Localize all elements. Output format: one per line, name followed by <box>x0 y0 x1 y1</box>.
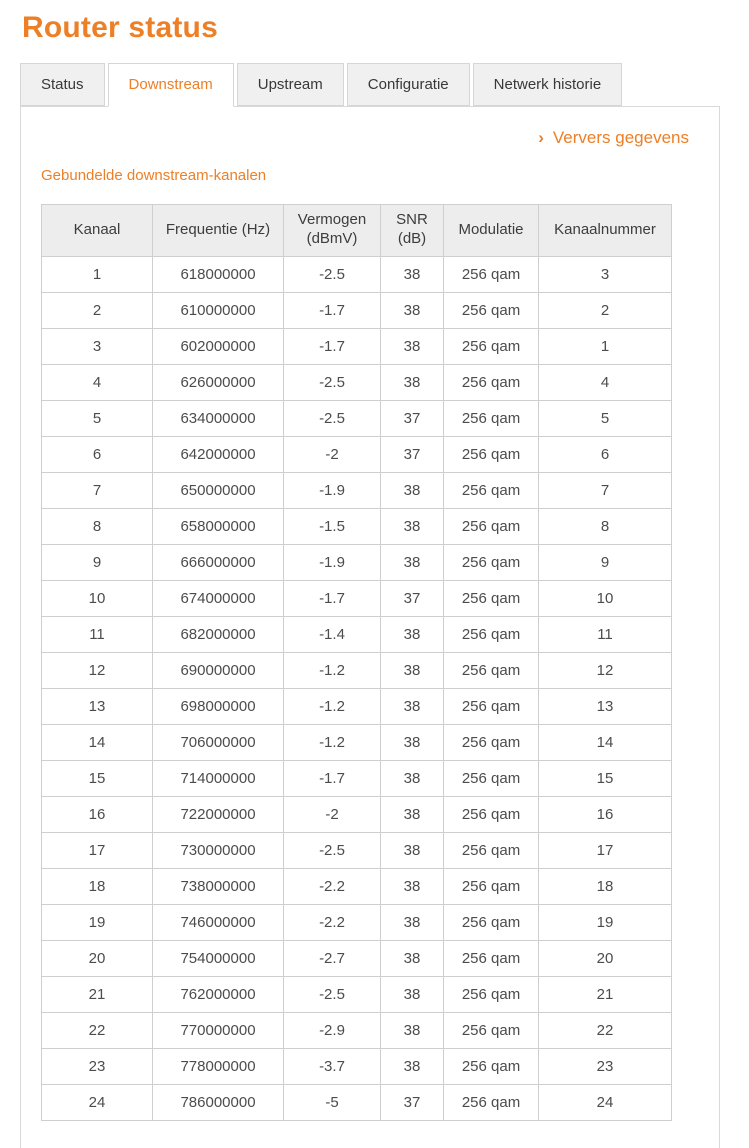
table-cell-vermogen-dbmv: -3.7 <box>284 1048 381 1084</box>
table-cell-snr-db: 38 <box>381 796 444 832</box>
table-cell-vermogen-dbmv: -1.7 <box>284 760 381 796</box>
table-cell-modulatie: 256 qam <box>444 904 539 940</box>
table-cell-vermogen-dbmv: -1.7 <box>284 292 381 328</box>
table-cell-frequentie-hz: 762000000 <box>153 976 284 1012</box>
table-cell-kanaalnummer: 19 <box>539 904 672 940</box>
table-cell-snr-db: 38 <box>381 508 444 544</box>
table-cell-frequentie-hz: 778000000 <box>153 1048 284 1084</box>
table-row <box>42 364 672 400</box>
table-row <box>42 1084 672 1120</box>
table-cell-kanaalnummer: 24 <box>539 1084 672 1120</box>
table-cell-modulatie: 256 qam <box>444 796 539 832</box>
table-cell-snr-db: 38 <box>381 256 444 292</box>
table-cell-snr-db: 38 <box>381 832 444 868</box>
column-header-frequentie-hz: Frequentie (Hz) <box>153 204 284 256</box>
table-cell-frequentie-hz: 602000000 <box>153 328 284 364</box>
table-cell-kanaal: 17 <box>42 832 153 868</box>
table-row <box>42 1012 672 1048</box>
table-cell-modulatie: 256 qam <box>444 832 539 868</box>
table-cell-kanaal: 6 <box>42 436 153 472</box>
table-cell-kanaalnummer: 21 <box>539 976 672 1012</box>
table-cell-kanaalnummer: 13 <box>539 688 672 724</box>
table-cell-frequentie-hz: 674000000 <box>153 580 284 616</box>
table-cell-kanaalnummer: 6 <box>539 436 672 472</box>
table-cell-kanaal: 9 <box>42 544 153 580</box>
page-title: Router status <box>22 11 218 44</box>
table-cell-vermogen-dbmv: -2.5 <box>284 400 381 436</box>
table-cell-frequentie-hz: 650000000 <box>153 472 284 508</box>
table-cell-modulatie: 256 qam <box>444 364 539 400</box>
tab-bar <box>20 63 749 106</box>
table-cell-frequentie-hz: 714000000 <box>153 760 284 796</box>
table-cell-snr-db: 38 <box>381 688 444 724</box>
table-cell-snr-db: 38 <box>381 292 444 328</box>
table-cell-vermogen-dbmv: -2.2 <box>284 868 381 904</box>
table-row <box>42 256 672 292</box>
table-cell-kanaalnummer: 10 <box>539 580 672 616</box>
table-cell-kanaalnummer: 8 <box>539 508 672 544</box>
refresh-row <box>21 107 719 148</box>
table-cell-modulatie: 256 qam <box>444 760 539 796</box>
table-cell-modulatie: 256 qam <box>444 544 539 580</box>
table-row <box>42 832 672 868</box>
table-cell-snr-db: 37 <box>381 580 444 616</box>
table-cell-vermogen-dbmv: -1.9 <box>284 472 381 508</box>
table-cell-vermogen-dbmv: -1.9 <box>284 544 381 580</box>
table-cell-kanaal: 12 <box>42 652 153 688</box>
table-cell-kanaal: 11 <box>42 616 153 652</box>
table-cell-kanaal: 5 <box>42 400 153 436</box>
table-cell-kanaalnummer: 16 <box>539 796 672 832</box>
table-row <box>42 436 672 472</box>
table-cell-vermogen-dbmv: -2 <box>284 436 381 472</box>
table-cell-modulatie: 256 qam <box>444 1048 539 1084</box>
table-row <box>42 724 672 760</box>
refresh-data-label: Ververs gegevens <box>552 127 689 147</box>
table-cell-vermogen-dbmv: -1.2 <box>284 688 381 724</box>
table-cell-vermogen-dbmv: -2.5 <box>284 256 381 292</box>
column-header-vermogen-dbmv: Vermogen (dBmV) <box>284 204 381 256</box>
table-cell-snr-db: 38 <box>381 652 444 688</box>
table-cell-kanaal: 3 <box>42 328 153 364</box>
table-cell-kanaal: 2 <box>42 292 153 328</box>
table-header-row <box>42 204 672 256</box>
table-cell-modulatie: 256 qam <box>444 688 539 724</box>
table-cell-kanaal: 14 <box>42 724 153 760</box>
table-cell-modulatie: 256 qam <box>444 328 539 364</box>
table-cell-frequentie-hz: 618000000 <box>153 256 284 292</box>
table-cell-vermogen-dbmv: -1.5 <box>284 508 381 544</box>
table-cell-frequentie-hz: 746000000 <box>153 904 284 940</box>
table-cell-snr-db: 38 <box>381 868 444 904</box>
table-cell-kanaalnummer: 20 <box>539 940 672 976</box>
table-cell-vermogen-dbmv: -2 <box>284 796 381 832</box>
table-cell-modulatie: 256 qam <box>444 472 539 508</box>
table-cell-frequentie-hz: 722000000 <box>153 796 284 832</box>
table-cell-modulatie: 256 qam <box>444 1084 539 1120</box>
tab-downstream[interactable]: Downstream <box>108 63 234 107</box>
table-row <box>42 580 672 616</box>
table-cell-modulatie: 256 qam <box>444 508 539 544</box>
tab-configuratie[interactable]: Configuratie <box>347 63 470 106</box>
table-cell-modulatie: 256 qam <box>444 724 539 760</box>
tab-status[interactable]: Status <box>20 63 105 106</box>
table-row <box>42 1048 672 1084</box>
table-cell-kanaal: 23 <box>42 1048 153 1084</box>
table-row <box>42 688 672 724</box>
table-cell-snr-db: 38 <box>381 1048 444 1084</box>
table-cell-modulatie: 256 qam <box>444 256 539 292</box>
table-cell-frequentie-hz: 634000000 <box>153 400 284 436</box>
table-cell-vermogen-dbmv: -2.5 <box>284 976 381 1012</box>
table-cell-kanaalnummer: 17 <box>539 832 672 868</box>
table-cell-kanaalnummer: 4 <box>539 364 672 400</box>
table-cell-modulatie: 256 qam <box>444 292 539 328</box>
table-row <box>42 328 672 364</box>
column-header-snr-db: SNR (dB) <box>381 204 444 256</box>
column-header-kanaal: Kanaal <box>42 204 153 256</box>
table-cell-modulatie: 256 qam <box>444 976 539 1012</box>
table-cell-snr-db: 38 <box>381 472 444 508</box>
table-row <box>42 868 672 904</box>
table-cell-vermogen-dbmv: -2.7 <box>284 940 381 976</box>
table-cell-kanaal: 7 <box>42 472 153 508</box>
table-cell-kanaalnummer: 7 <box>539 472 672 508</box>
table-cell-snr-db: 38 <box>381 616 444 652</box>
table-cell-kanaal: 19 <box>42 904 153 940</box>
table-cell-modulatie: 256 qam <box>444 436 539 472</box>
column-header-kanaalnummer: Kanaalnummer <box>539 204 672 256</box>
table-cell-vermogen-dbmv: -1.2 <box>284 724 381 760</box>
downstream-tab-panel <box>20 106 720 1148</box>
table-row <box>42 508 672 544</box>
table-cell-kanaal: 21 <box>42 976 153 1012</box>
table-cell-frequentie-hz: 770000000 <box>153 1012 284 1048</box>
table-cell-kanaalnummer: 12 <box>539 652 672 688</box>
table-cell-modulatie: 256 qam <box>444 868 539 904</box>
table-cell-frequentie-hz: 730000000 <box>153 832 284 868</box>
table-cell-kanaalnummer: 9 <box>539 544 672 580</box>
column-header-modulatie: Modulatie <box>444 204 539 256</box>
table-cell-frequentie-hz: 682000000 <box>153 616 284 652</box>
table-header <box>42 204 672 256</box>
table-cell-frequentie-hz: 642000000 <box>153 436 284 472</box>
table-cell-frequentie-hz: 698000000 <box>153 688 284 724</box>
table-row <box>42 904 672 940</box>
chevron-right-icon: › <box>538 127 544 147</box>
table-cell-snr-db: 38 <box>381 760 444 796</box>
table-cell-kanaal: 18 <box>42 868 153 904</box>
table-cell-kanaalnummer: 22 <box>539 1012 672 1048</box>
table-cell-vermogen-dbmv: -2.2 <box>284 904 381 940</box>
table-row <box>42 976 672 1012</box>
table-cell-frequentie-hz: 754000000 <box>153 940 284 976</box>
table-cell-kanaal: 13 <box>42 688 153 724</box>
table-cell-kanaal: 10 <box>42 580 153 616</box>
table-cell-snr-db: 38 <box>381 940 444 976</box>
table-cell-vermogen-dbmv: -2.5 <box>284 364 381 400</box>
table-cell-frequentie-hz: 690000000 <box>153 652 284 688</box>
table-cell-frequentie-hz: 658000000 <box>153 508 284 544</box>
table-cell-kanaalnummer: 1 <box>539 328 672 364</box>
table-cell-kanaalnummer: 3 <box>539 256 672 292</box>
table-cell-vermogen-dbmv: -2.5 <box>284 832 381 868</box>
table-row <box>42 544 672 580</box>
table-cell-frequentie-hz: 706000000 <box>153 724 284 760</box>
table-cell-modulatie: 256 qam <box>444 580 539 616</box>
refresh-data-link[interactable] <box>538 128 689 147</box>
table-body <box>42 256 672 1120</box>
table-row <box>42 616 672 652</box>
table-cell-frequentie-hz: 610000000 <box>153 292 284 328</box>
table-cell-snr-db: 38 <box>381 1012 444 1048</box>
table-cell-snr-db: 38 <box>381 904 444 940</box>
table-cell-modulatie: 256 qam <box>444 652 539 688</box>
table-cell-modulatie: 256 qam <box>444 616 539 652</box>
table-cell-frequentie-hz: 786000000 <box>153 1084 284 1120</box>
table-row <box>42 652 672 688</box>
table-row <box>42 400 672 436</box>
table-row <box>42 796 672 832</box>
table-cell-kanaal: 8 <box>42 508 153 544</box>
table-cell-snr-db: 38 <box>381 328 444 364</box>
table-cell-modulatie: 256 qam <box>444 400 539 436</box>
table-cell-kanaal: 4 <box>42 364 153 400</box>
table-cell-kanaal: 22 <box>42 1012 153 1048</box>
table-cell-modulatie: 256 qam <box>444 940 539 976</box>
table-cell-kanaal: 15 <box>42 760 153 796</box>
tab-upstream[interactable]: Upstream <box>237 63 344 106</box>
table-cell-vermogen-dbmv: -1.7 <box>284 580 381 616</box>
table-cell-frequentie-hz: 738000000 <box>153 868 284 904</box>
table-cell-vermogen-dbmv: -1.7 <box>284 328 381 364</box>
table-cell-snr-db: 37 <box>381 436 444 472</box>
table-cell-kanaal: 20 <box>42 940 153 976</box>
table-cell-kanaal: 24 <box>42 1084 153 1120</box>
table-cell-vermogen-dbmv: -1.2 <box>284 652 381 688</box>
table-cell-snr-db: 38 <box>381 364 444 400</box>
table-row <box>42 292 672 328</box>
table-cell-kanaalnummer: 11 <box>539 616 672 652</box>
table-cell-kanaal: 1 <box>42 256 153 292</box>
table-cell-vermogen-dbmv: -5 <box>284 1084 381 1120</box>
table-cell-frequentie-hz: 626000000 <box>153 364 284 400</box>
table-cell-kanaalnummer: 23 <box>539 1048 672 1084</box>
downstream-channels-table <box>41 204 672 1121</box>
table-cell-snr-db: 38 <box>381 544 444 580</box>
table-row <box>42 940 672 976</box>
table-cell-snr-db: 37 <box>381 400 444 436</box>
table-cell-kanaal: 16 <box>42 796 153 832</box>
table-row <box>42 472 672 508</box>
table-cell-snr-db: 38 <box>381 724 444 760</box>
table-row <box>42 760 672 796</box>
table-cell-vermogen-dbmv: -1.4 <box>284 616 381 652</box>
table-cell-snr-db: 37 <box>381 1084 444 1120</box>
table-cell-kanaalnummer: 18 <box>539 868 672 904</box>
table-cell-vermogen-dbmv: -2.9 <box>284 1012 381 1048</box>
table-cell-kanaalnummer: 2 <box>539 292 672 328</box>
table-cell-snr-db: 38 <box>381 976 444 1012</box>
table-cell-kanaalnummer: 5 <box>539 400 672 436</box>
section-title: Gebundelde downstream-kanalen <box>41 166 267 184</box>
table-cell-kanaalnummer: 14 <box>539 724 672 760</box>
table-cell-frequentie-hz: 666000000 <box>153 544 284 580</box>
table-cell-kanaalnummer: 15 <box>539 760 672 796</box>
table-cell-modulatie: 256 qam <box>444 1012 539 1048</box>
tab-netwerk-historie[interactable]: Netwerk historie <box>473 63 623 106</box>
